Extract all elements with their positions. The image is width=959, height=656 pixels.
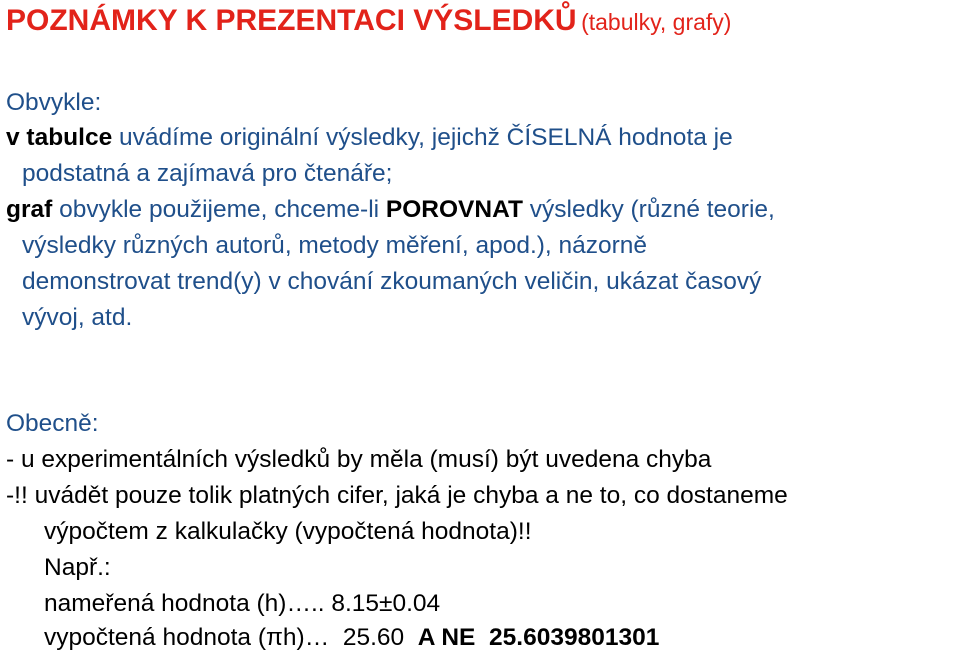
general-line-1: - u experimentálních výsledků by měla (musí) být uvedena chyba [6,446,712,473]
measured-value-line: nameřená hodnota (h)….. 8.15±0.04 [44,590,441,617]
general-line-3: výpočtem z kalkulačky (vypočtená hodnota)!! [44,518,532,545]
usual-line-1 [6,126,733,151]
usual-line-1-text: uvádíme originální výsledky, jejichž ČÍSELNÁ hodnota je [112,124,733,151]
slide-title [6,6,731,36]
compare-term: POROVNAT [385,196,523,223]
usual-line-3 [6,198,775,223]
graph-term: graf [6,196,53,223]
usual-line-4: výsledky různých autorů, metody měření, apod.), názorně [22,232,648,259]
usual-line-5: demonstrovat trend(y) v chování zkoumaných veličin, ukázat časový [22,268,762,295]
usual-line-6: vývoj, atd. [22,304,133,331]
computed-gap [475,624,489,651]
usual-line-2: podstatná a zajímavá pro čtenáře; [22,160,393,187]
usual-heading: Obvykle: [6,89,102,116]
table-term: v tabulce [6,124,113,151]
usual-line-3-mid: obvykle použijeme, chceme-li [52,196,386,223]
computed-value-line [44,626,659,651]
example-label: Např.: [44,554,111,581]
general-line-2: -!! uvádět pouze tolik platných cifer, jaká je chyba a ne to, co dostaneme [6,482,788,509]
computed-prefix: vypočtená hodnota (πh)… 25.60 [44,624,418,651]
usual-line-3-rest: výsledky (různé teorie, [522,196,775,223]
general-heading: Obecně: [6,410,99,437]
title-main: POZNÁMKY K PREZENTACI VÝSLEDKŮ [6,4,577,37]
title-subtitle: (tabulky, grafy) [581,9,732,35]
unrounded-value: 25.6039801301 [489,624,660,651]
not-label: A NE [417,624,476,651]
